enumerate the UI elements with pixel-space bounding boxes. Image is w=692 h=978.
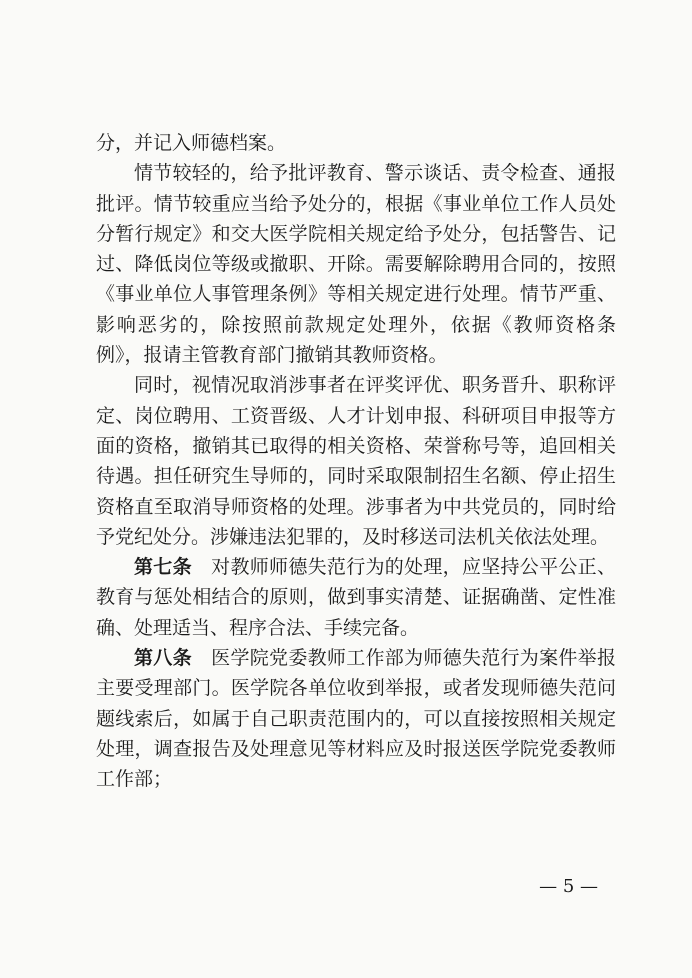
article-spacer <box>192 556 211 578</box>
article-heading: 第七条 <box>134 556 192 579</box>
paragraph-2 <box>96 158 616 370</box>
article-8 <box>96 643 616 794</box>
paragraph-3 <box>96 370 616 552</box>
paragraph-text: 同时，视情况取消涉事者在评奖评优、职务晋升、职称评定、岗位聘用、工资晋级、人才计划申报、科研项目申报等方面的资格，撤销其已取得的相关资格、荣誉称号等，追回相关待遇。担任研究生导师的，同时采取限制招生名额、停止招生资格直至取消导师资格的处理。涉事者为中共党员的，同时给予党纪处分。涉嫌违法犯罪的，及时移送司法机关依法处理。 <box>96 374 616 548</box>
paragraph-text: 医学院党委教师工作部为师德失范行为案件举报主要受理部门。医学院各单位收到举报，或者发现师德失范问题线索后，如属于自己职责范围内的，可以直接按照相关规定处理，调查报告及处理意见等材料应及时报送医学院党委教师工作部； <box>96 647 616 791</box>
paragraph-text: 分，并记入师德档案。 <box>96 132 287 154</box>
document-body <box>96 128 616 795</box>
article-heading: 第八条 <box>134 647 192 670</box>
article-spacer <box>192 647 211 669</box>
page-number: — 5 — <box>539 876 598 897</box>
article-7 <box>96 552 616 643</box>
paragraph-1 <box>96 128 616 158</box>
paragraph-text: 对教师师德失范行为的处理，应坚持公平公正、教育与惩处相结合的原则，做到事实清楚、证据确凿、定性准确、处理适当、程序合法、手续完备。 <box>96 556 616 639</box>
paragraph-text: 情节较轻的，给予批评教育、警示谈话、责令检查、通报批评。情节较重应当给予处分的，根据《事业单位工作人员处分暂行规定》和交大医学院相关规定给予处分，包括警告、记过、降低岗位等级或撤职、开除。需要解除聘用合同的，按照《事业单位人事管理条例》等相关规定进行处理。情节严重、影响恶劣的，除按照前款规定处理外，依据《教师资格条例》，报请主管教育部门撤销其教师资格。 <box>96 162 616 367</box>
